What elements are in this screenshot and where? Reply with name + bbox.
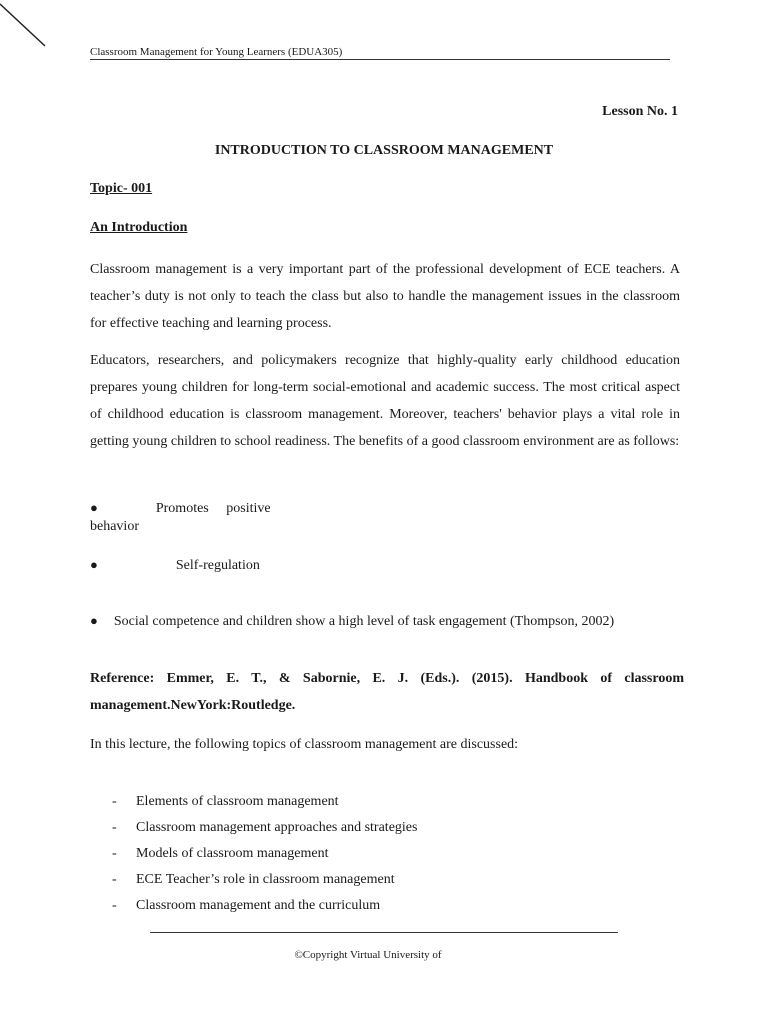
bullet-item	[90, 556, 290, 575]
section-heading: An Introduction	[90, 220, 188, 235]
running-header: Classroom Management for Young Learners (EDUA305)	[90, 46, 670, 60]
paragraph: Educators, researchers, and policymakers recognize that highly-quality early childhood education prepares young children for long-term social-emotional and academic success. The most critical aspect of childhood education is classroom management. Moreover, teachers' behavior plays a vital role in getting young children to school readiness. The benefits of a good classroom environment are as follows:	[90, 353, 680, 449]
list-item	[112, 896, 417, 922]
list-item	[112, 870, 417, 896]
lesson-number: Lesson No. 1	[602, 104, 678, 119]
list-item-text: Models of classroom management	[136, 846, 329, 861]
page-title: INTRODUCTION TO CLASSROOM MANAGEMENT	[214, 143, 554, 158]
topic-list	[112, 792, 417, 922]
dash-icon: -	[112, 898, 117, 913]
bullet-text: Self-regulation	[175, 558, 260, 573]
list-item-text: Classroom management approaches and strategies	[136, 820, 418, 835]
corner-fold-line	[0, 0, 60, 60]
bullet-icon: ●	[90, 557, 98, 572]
list-item-text: Classroom management and the curriculum	[136, 898, 381, 913]
bullet-text: Social competence and children show a high level of task engagement (Thompson, 2002)	[113, 614, 615, 629]
topics-intro: In this lecture, the following topics of classroom management are discussed:	[90, 737, 519, 752]
footer-divider	[150, 932, 618, 933]
topic-number: Topic- 001	[90, 181, 153, 196]
list-item	[112, 818, 417, 844]
paragraph: Classroom management is a very important part of the professional development of ECE teachers. A teacher’s duty is not only to teach the class but also to handle the management issues in the classroom for effective teaching and learning process.	[90, 262, 680, 331]
bullet-icon: ●	[90, 613, 98, 628]
bullet-text: Promotes positive behavior	[90, 501, 271, 534]
dash-icon: -	[112, 820, 117, 835]
dash-icon: -	[112, 872, 117, 887]
dash-icon: -	[112, 794, 117, 809]
reference-citation: Reference: Emmer, E. T., & Sabornie, E. J. (Eds.). (2015). Handbook of classroom management.NewYork:Routledge.	[90, 671, 684, 713]
copyright-footer: ©Copyright Virtual University of	[294, 949, 442, 961]
bullet-item	[90, 612, 650, 631]
bullet-item	[90, 499, 290, 536]
list-item-text: ECE Teacher’s role in classroom management	[136, 872, 395, 887]
list-item	[112, 844, 417, 870]
bullet-icon: ●	[90, 500, 98, 515]
list-item	[112, 792, 417, 818]
dash-icon: -	[112, 846, 117, 861]
list-item-text: Elements of classroom management	[136, 794, 339, 809]
